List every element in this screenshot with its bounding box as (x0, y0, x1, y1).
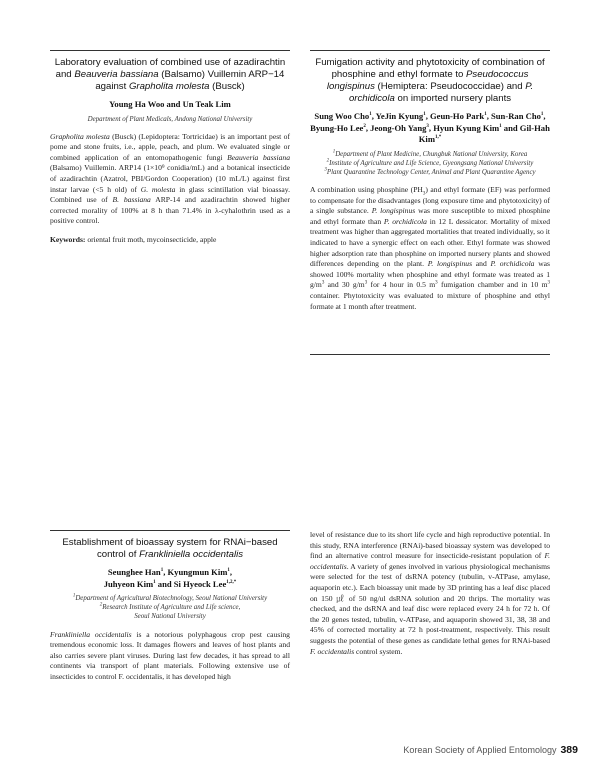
abstract-3 (50, 530, 290, 683)
top-rule (50, 50, 290, 51)
top-rule (310, 50, 550, 51)
abstract-authors: Seunghee Han$^1$, Kyungmun Kim$^1$, Juhyeon Kim$^1$ and Si Hyeock Lee$^{1,2,*}$ (103, 567, 237, 589)
abstract-body-right: level of resistance due to its short life cycle and high reproductive potential. In this study, RNA interference (RNAi)-based bioassay system was developed to find an alternative control measure for insecticide-resistant population of F. occidentalis. A variety of genes involved in various physiological mechanisms were selected for the test of dsRNA potency (tubulin, v-ATPase, amylase, aquaporin etc.). Each bioassay unit made by 3D printing has a leaf disc placed on 150 ㎕ of 50 ng/ul dsRNA solution and 20 thrips. The mortality was checked, and the dsRNA and leaf disc were replaced every 24 h for 72 h. Of the 20 genes tested, tubulin, v-ATPase, and aquaporin showed 31, 38, 38 and 45% of corrected mortality at 72 h post-treatment, respectively. This result suggests the potential of these genes as candidate lethal genes for RNAi-based F. occidentalis control system. (310, 530, 550, 656)
abstract-affiliations: $^1$Department of Agricultural Biotechnology, Seoul National University $^2$Research Institute of Agriculture and Life science, Seoul National University (72, 593, 268, 621)
keywords-label: Keywords: (50, 235, 86, 245)
abstract-body: Grapholita molesta (Busck) (Lepidoptera: Tortricidae) is an important pest of pome and stone fruits, i.e., apple, peach, and plum. We evaluated single or combined application of an entomopathogenic fungi Beauveria bassiana (Balsamo) Vuillemin. ARP14 (1×10⁹ conidia/mL) and a botanical insecticide of azadirachtin (Azatrol, PBI/Gordon Cooperation) (10 mL/L) against first instar larvae (<5 h old) of G. molesta in glass scintillation vial bioassay. Combined use of B. bassiana ARP-14 and azadirachtin showed higher corrected morality of 100% at 8 h than 71.4% in λ-cyhalothrin used as a positive control. (50, 131, 290, 226)
abstract-body: A combination using phosphine $(PH_3)$ and ethyl formate (EF) was performed to compensate for the disadvantages (long exposure time and phytotoxicity) of a single substance. P. longispinus was more susceptible to mixed phosphine and ethyl formate than P. orchidicola in 12 L dessicator. Mortality of mixed treatment was higher than aggregated mortalities that treated individually, so it indicated to have a synergic effect on each other. Ethyl formate was showed higher adsorption rate than phosphine on imported nursery plants and showed differences depending on the plant. P. longispinus and P. orchidicola was showed 100% mortality when phosphine and ethyl formate was treated as 1 $g/m^3$ and 30 $g/m^3$ for 4 hour in 0.5 $m^3$ fumigation chamber and in 10 $m^3$ container. Phytotoxicity was evaluated to mixture of phosphine and ethyl formate at 1 month after treatment. (310, 185, 551, 311)
abstract-3-continued (310, 530, 550, 657)
bottom-rule (310, 354, 550, 355)
abstract-authors: Sung Woo Cho$^1$, YeJin Kyung$^1$, Geun-Ho Park$^1$, Sun-Ran Cho$^1$, Byung-Ho Lee$^2$, Jeong-Oh Yang$^3$, Hyun Kyung Kim$^1$ and Gil-Hah Kim$^{1,*}$ (310, 111, 550, 144)
abstract-2 (310, 50, 550, 312)
page-number: 389 (560, 744, 578, 756)
keywords-text: oriental fruit moth, mycoinsecticide, apple (87, 235, 217, 245)
abstract-title: Fumigation activity and phytotoxicity of combination of phosphine and ethyl formate to Pseudococcus longispinus (Hemiptera: Pseudococcidae) and P. orchidicola on imported nursery plants (315, 57, 545, 104)
top-rule (50, 530, 290, 531)
abstract-affiliation: Department of Plant Medicals, Andong National University (87, 115, 253, 123)
journal-name: Korean Society of Applied Entomology (403, 745, 557, 755)
abstract-1 (50, 50, 290, 246)
abstract-title: Establishment of bioassay system for RNAi−based control of Frankliniella occidentalis (62, 537, 278, 560)
abstract-affiliations: $^1$Department of Plant Medicine, Chungbuk National University, Korea $^2$Institute of Agriculture and Life Science, Gyeongsang National University $^3$Plant Quarantine Technology Center, Animal and Plant Quarantine Agency (324, 149, 536, 176)
abstract-authors: Young Ha Woo and Un Teak Lim (109, 99, 231, 109)
abstract-body-left: Frankliniella occidentalis is a notorious polyphagous crop pest causing tremendous economic loss. It damages flowers and leaves of host plants and also carries severe plant viruses. During last few decades, it has spread to all continents via transport of plant materials. Following extensive use of insecticides to control F. occidentalis, it has developed high (50, 629, 290, 681)
abstract-keywords (50, 235, 290, 246)
page-footer (403, 744, 578, 756)
abstract-title: Laboratory evaluation of combined use of azadirachtin and Beauveria bassiana (Balsamo) Vuillemin ARP−14 against Grapholita molesta (Busck) (54, 57, 286, 92)
